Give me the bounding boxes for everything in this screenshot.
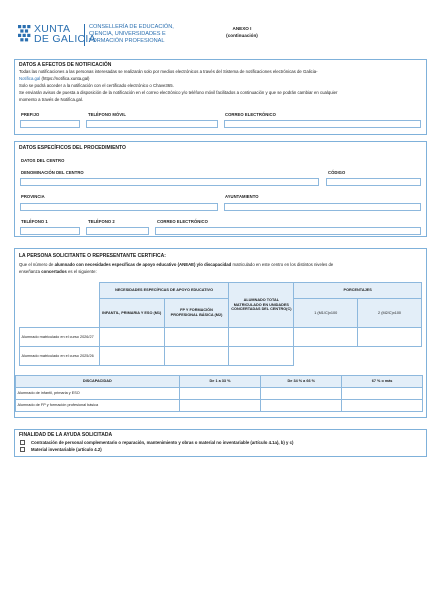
cell-input[interactable] [164,347,229,366]
phone1-field[interactable] [20,227,80,235]
procedure-section [14,141,427,237]
row-label: Alumnado matriculado en el curso 2025/26 [20,347,100,366]
cell-input[interactable] [229,328,294,347]
center-name-label: DENOMINACIÓN DEL CENTRO [21,170,84,175]
procedure-title: DATOS ESPECÍFICOS DEL PROCEDIMIENTO [19,145,126,151]
purpose-title: FINALIDAD DE LA AYUDA SOLICITADA [19,432,113,438]
logo-line-1: XUNTA [34,23,71,35]
certify-title: LA PERSONA SOLICITANTE O REPRESENTANTE CERTIFICA: [19,253,166,259]
cell-input[interactable] [261,400,342,412]
code-field[interactable] [326,178,421,186]
col-m1-header: INFANTIL, PRIMARIA Y ESO (M1) [99,299,164,328]
prefix-field[interactable] [20,120,80,128]
code-label: CÓDIGO [328,170,346,175]
center-name-field[interactable] [20,178,319,186]
disability-col-1: De 1 a 33 % [179,376,261,388]
center-email-field[interactable] [155,227,421,235]
annex-title: ANEXO I [232,26,252,31]
notifica-link[interactable]: Notifica.gal [19,76,41,81]
cell-input[interactable] [164,328,229,347]
center-email-label: CORREO ELECTRÓNICO [157,219,208,224]
logo-line-2: DE GALICIA [34,33,96,45]
aneae-table [19,282,422,366]
disability-col-2: De 34 % a 66 % [261,376,342,388]
prefix-label: PREFIJO [21,112,40,117]
notification-text-5: momento a través de Notifica.gal. [19,97,84,102]
col-group-header: NECESIDADES ESPECÍFICAS DE APOYO EDUCATIVO [99,283,229,299]
phone2-label: TELÉFONO 2 [88,219,115,224]
cell-input[interactable] [179,400,261,412]
col-pct1-header: 1 (M1/C)x100 [294,299,358,328]
col-pct-header: PORCENTAJES [294,283,422,299]
option-personnel-label: Contratación de personal complementario o reparación, mantenimiento y obras o material no inventariable (artículo 4.1a), b) y c) [31,440,294,445]
table-row [16,388,423,400]
cell-input[interactable] [99,328,164,347]
certify-text-2: enseñanza concertados es el siguiente: [19,269,97,274]
email-label: CORREO ELECTRÓNICO [225,112,276,117]
cell-input[interactable] [99,347,164,366]
dept-line-2: CIENCIA, UNIVERSIDADES E [89,31,166,37]
cell-input[interactable] [261,388,342,400]
council-field[interactable] [224,203,421,211]
notification-text-4: Se enviarán avisos de puesta a disposición de la notificación en el correo electrónico y/o teléfono móvil facilitados a continuación y que se podrán cambiar en cualquier [19,90,338,95]
mobile-label: TELÉFONO MÓVIL [88,112,126,117]
center-data-label: DATOS DEL CENTRO [21,158,65,163]
province-field[interactable] [20,203,218,211]
mobile-field[interactable] [86,120,218,128]
notification-title: DATOS A EFECTOS DE NOTIFICACIÓN [19,62,112,68]
certify-text-1: Que el número de alumnado con necesidades específicas de apoyo educativo (ANEAE) y/o discapacidad matriculado en este centro en los distintos niveles de [19,262,334,267]
cell-input[interactable] [358,328,422,347]
disability-header: DISCAPACIDAD [16,376,180,388]
xunta-emblem-icon [18,25,31,45]
option-material-checkbox[interactable] [20,447,25,452]
province-label: PROVINCIA [21,194,45,199]
email-field[interactable] [224,120,421,128]
notification-text-3: Solo se podrá acceder a la notificación con el certificado electrónico o Chave365. [19,83,174,88]
dept-line-1: CONSELLERÍA DE EDUCACIÓN, [89,24,174,30]
notification-text-1: Todas las notificaciones a las personas interesadas se realizarán solo por medios electrónicos a través del Sistema de notificaciones electrónicas de Galicia- [19,69,318,74]
annex-heading [218,26,266,39]
annex-subtitle: (continuación) [226,32,258,38]
notification-text-2: Notifica.gal (https://notifica.xunta.gal) [19,76,90,81]
row-label: Alumnado de FP y formación profesional básica [16,400,180,412]
col-total-header: ALUMNADO TOTAL MATRICULADO EN UNIDADES CONCERTADAS DEL CENTRO(C) [229,283,294,328]
disability-table [15,375,423,412]
cell-input[interactable] [342,388,423,400]
dept-line-3: FORMACIÓN PROFESIONAL [89,38,165,44]
logo-divider [84,24,85,46]
table-row [16,400,423,412]
row-label: Alumnado matriculado en el curso 2026/27 [20,328,100,347]
department-name [89,24,174,45]
cell-input[interactable] [179,388,261,400]
col-m2-header: FP Y FORMACIÓN PROFESIONAL BÁSICA (M2) [164,299,229,328]
cell-input[interactable] [229,347,294,366]
option-personnel-checkbox[interactable] [20,440,25,445]
table-row [20,328,422,347]
cell-input[interactable] [294,328,358,347]
table-row [20,347,422,366]
disability-col-3: 67 % o más [342,376,423,388]
col-pct2-header: 2 (M2/C)x100 [358,299,422,328]
option-material-label: Material inventariable (artículo 4.2) [31,447,102,452]
council-label: AYUNTAMIENTO [225,194,259,199]
row-label: Alumnado de infantil, primaria y ESO [16,388,180,400]
phone2-field[interactable] [86,227,149,235]
phone1-label: TELÉFONO 1 [21,219,48,224]
cell-input[interactable] [342,400,423,412]
